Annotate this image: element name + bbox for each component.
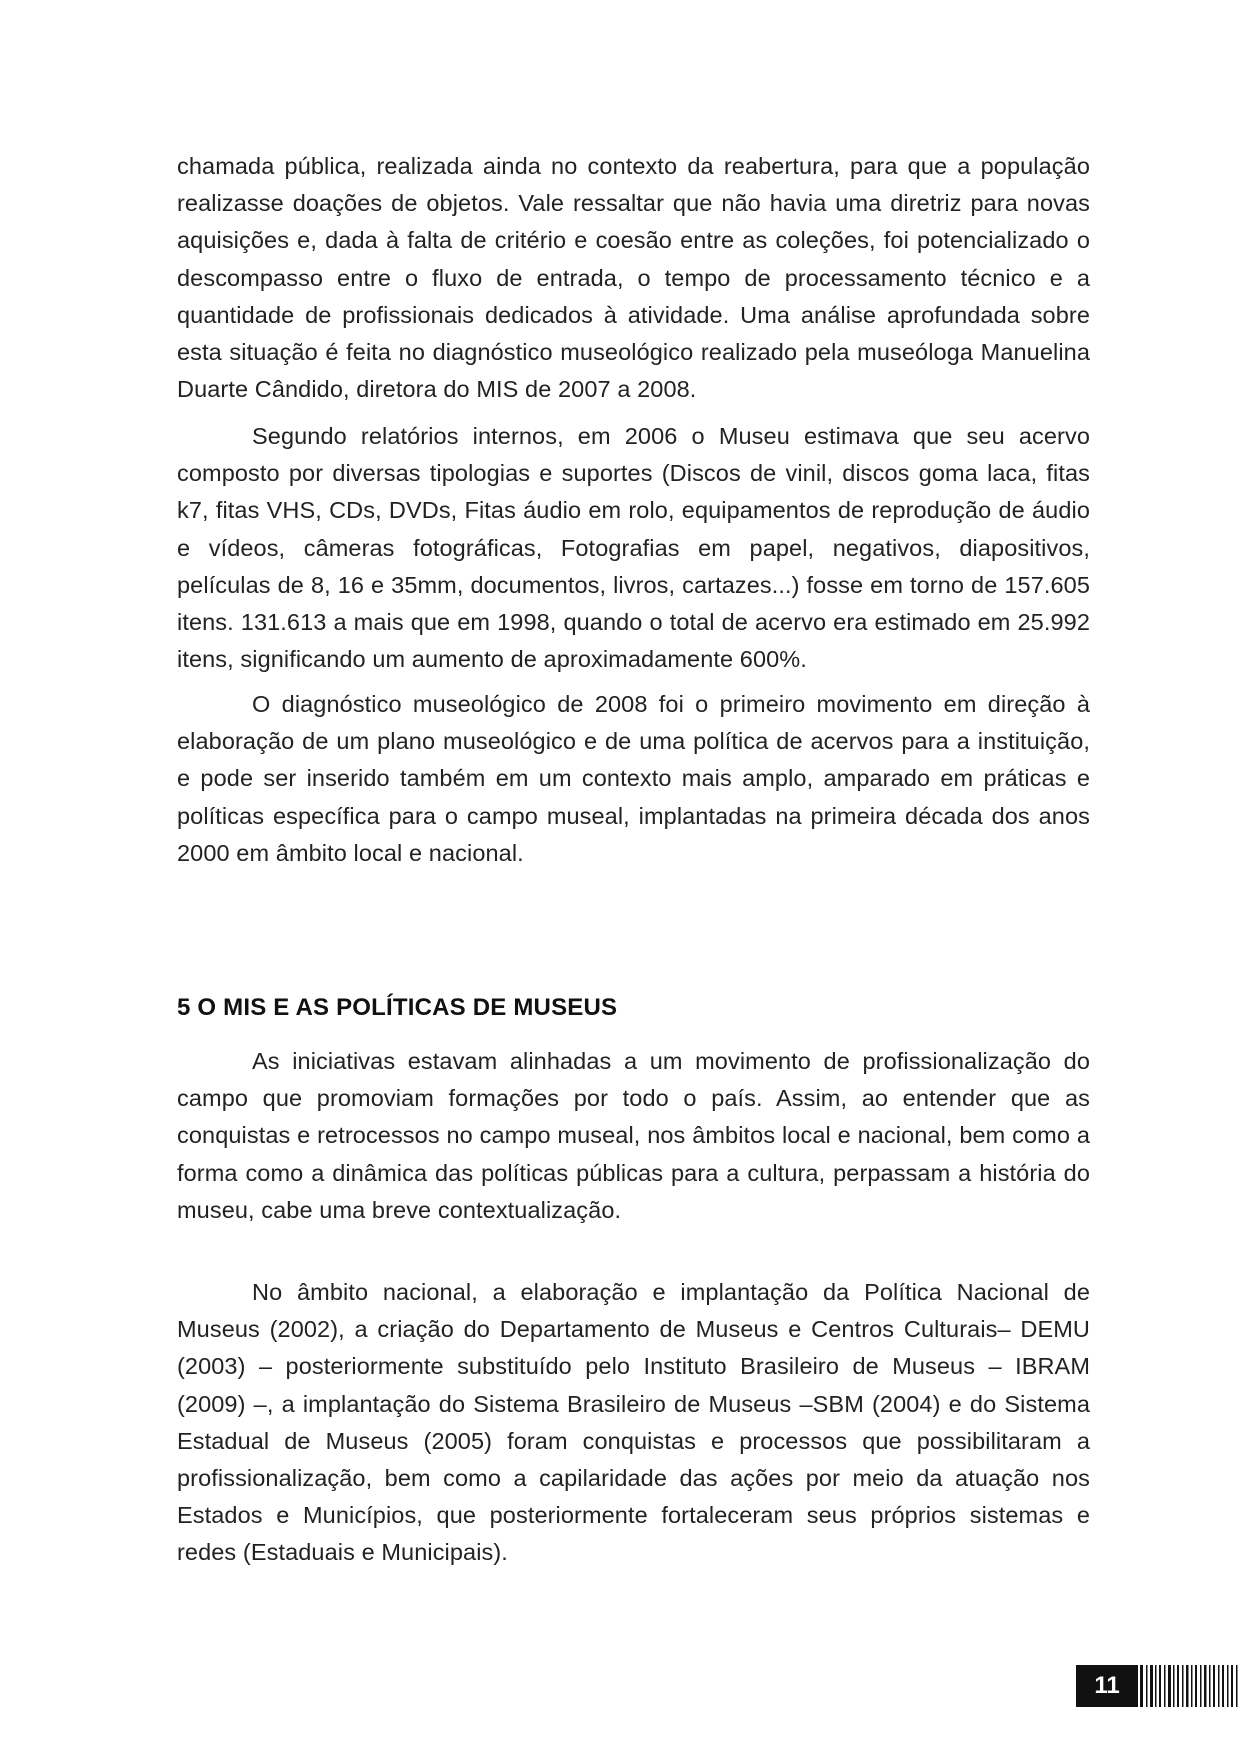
paragraph-4: As iniciativas estavam alinhadas a um movimento de profissionalização do campo que promoviam formações por todo o país. Assim, ao entender que as conquistas e retrocessos no campo museal, nos âmbitos local e nacional, bem como a forma como a dinâmica das políticas públicas para a cultura, perpassam a história do museu, cabe uma breve contextualização.	[177, 1048, 1090, 1223]
paragraph-5: No âmbito nacional, a elaboração e implantação da Política Nacional de Museus (2002), a criação do Departamento de Museus e Centros Culturais– DEMU (2003) – posteriormente substituído pelo Instituto Brasileiro de Museus – IBRAM (2009) –, a implantação do Sistema Brasileiro de Museus –SBM (2004) e do Sistema Estadual de Museus (2005) foram conquistas e processos que possibilitaram a profissionalização, bem como a capilaridade das ações por meio da atuação nos Estados e Municípios, que posteriormente fortaleceram seus próprios sistemas e redes (Estaduais e Municipais).	[177, 1279, 1090, 1566]
barcode-decoration	[1140, 1665, 1241, 1707]
page-number: 11	[1076, 1665, 1138, 1707]
page-footer	[1076, 1665, 1241, 1707]
paragraph-1: chamada pública, realizada ainda no contexto da reabertura, para que a população realizasse doações de objetos. Vale ressaltar que não havia uma diretriz para novas aquisições e, dada à falta de critério e coesão entre as coleções, foi potencializado o descompasso entre o fluxo de entrada, o tempo de processamento técnico e a quantidade de profissionais dedicados à atividade. Uma análise aprofundada sobre esta situação é feita no diagnóstico museológico realizado pela museóloga Manuelina Duarte Cândido, diretora do MIS de 2007 a 2008.	[177, 153, 1090, 403]
paragraph-3: O diagnóstico museológico de 2008 foi o primeiro movimento em direção à elaboração de um plano museológico e de uma política de acervos para a instituição, e pode ser inserido também em um contexto mais amplo, amparado em práticas e políticas específica para o campo museal, implantadas na primeira década dos anos 2000 em âmbito local e nacional.	[177, 691, 1090, 866]
paragraph-2: Segundo relatórios internos, em 2006 o Museu estimava que seu acervo composto por diversas tipologias e suportes (Discos de vinil, discos goma laca, fitas k7, fitas VHS, CDs, DVDs, Fitas áudio em rolo, equipamentos de reprodução de áudio e vídeos, câmeras fotográficas, Fotografias em papel, negativos, diapositivos, películas de 8, 16 e 35mm, documentos, livros, cartazes...) fosse em torno de 157.605 itens. 131.613 a mais que em 1998, quando o total de acervo era estimado em 25.992 itens, significando um aumento de aproximadamente 600%.	[177, 423, 1090, 673]
section-heading: 5 O MIS E AS POLÍTICAS DE MUSEUS	[177, 994, 618, 1021]
